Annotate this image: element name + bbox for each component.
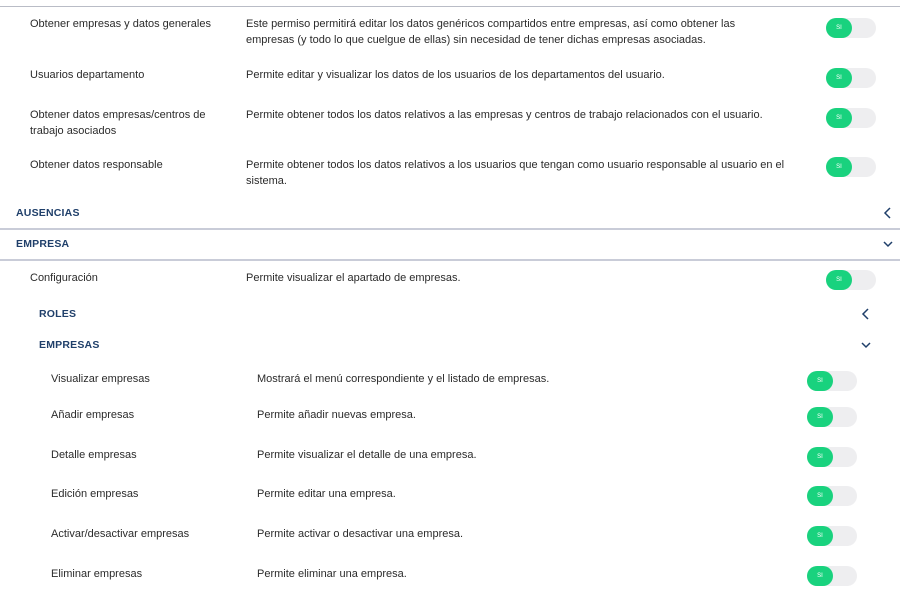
toggle-on-label: SI <box>807 486 833 506</box>
permission-description: Permite editar una empresa. <box>257 488 396 500</box>
permission-description: Permite editar y visualizar los datos de los usuarios de los departamentos del usuario. <box>246 69 665 81</box>
permission-row <box>0 371 900 395</box>
permission-description: Mostrará el menú correspondiente y el listado de empresas. <box>257 373 550 385</box>
permission-toggle[interactable] <box>826 157 876 177</box>
permission-row <box>0 107 900 143</box>
permission-row <box>0 67 900 91</box>
permission-toggle[interactable] <box>826 18 876 38</box>
chevron-left-icon[interactable] <box>882 206 894 220</box>
toggle-on-label: SI <box>807 526 833 546</box>
permission-name: Detalle empresas <box>51 449 137 461</box>
permission-row <box>0 16 900 56</box>
permission-name: Edición empresas <box>51 488 139 500</box>
toggle-on-label: SI <box>807 566 833 586</box>
toggle-on-label: SI <box>807 407 833 427</box>
subsection-title: EMPRESAS <box>39 339 100 351</box>
permission-row <box>0 447 900 471</box>
permission-name: Configuración <box>30 272 98 284</box>
permission-row <box>0 407 900 431</box>
permission-name: Obtener empresas y datos generales <box>30 18 211 30</box>
section-title: AUSENCIAS <box>16 207 80 219</box>
chevron-down-icon[interactable] <box>882 237 894 251</box>
permission-name: Obtener datos responsable <box>30 159 163 171</box>
permission-toggle[interactable] <box>807 407 857 427</box>
section-empresa[interactable] <box>0 230 900 260</box>
permission-name: Activar/desactivar empresas <box>51 528 190 540</box>
subsection-roles[interactable] <box>0 300 900 330</box>
toggle-on-label: SI <box>826 270 852 290</box>
permission-description: Permite obtener todos los datos relativos a los usuarios que tengan como usuario responsable al usuario en el sistema. <box>246 159 785 187</box>
permission-row <box>0 566 900 590</box>
toggle-on-label: SI <box>826 108 852 128</box>
permission-name: Visualizar empresas <box>51 373 150 385</box>
permission-description: Permite obtener todos los datos relativos a las empresas y centros de trabajo relacionados con el usuario. <box>246 109 763 121</box>
toggle-on-label: SI <box>826 157 852 177</box>
section-divider <box>0 259 900 261</box>
permission-name: Añadir empresas <box>51 409 135 421</box>
permission-name: Obtener datos empresas/centros de trabajo asociados <box>30 109 206 137</box>
permission-description: Permite eliminar una empresa. <box>257 568 407 580</box>
toggle-on-label: SI <box>826 18 852 38</box>
permission-toggle[interactable] <box>807 566 857 586</box>
permission-toggle[interactable] <box>807 447 857 467</box>
permission-toggle[interactable] <box>826 68 876 88</box>
permission-description: Permite añadir nuevas empresa. <box>257 409 416 421</box>
top-divider <box>0 6 900 7</box>
permission-row <box>0 526 900 550</box>
permission-row <box>0 486 900 510</box>
permission-toggle[interactable] <box>807 371 857 391</box>
subsection-title: ROLES <box>39 308 77 320</box>
section-ausencias[interactable] <box>0 199 900 229</box>
permission-row <box>0 157 900 193</box>
toggle-on-label: SI <box>807 371 833 391</box>
section-title: EMPRESA <box>16 238 70 250</box>
permission-description: Permite visualizar el detalle de una empresa. <box>257 449 477 461</box>
chevron-down-icon[interactable] <box>860 338 872 352</box>
permission-toggle[interactable] <box>826 108 876 128</box>
permission-name: Eliminar empresas <box>51 568 143 580</box>
permission-row <box>0 270 900 294</box>
permission-description: Permite activar o desactivar una empresa. <box>257 528 464 540</box>
toggle-on-label: SI <box>807 447 833 467</box>
permission-description: Este permiso permitirá editar los datos genéricos compartidos entre empresas, así como obtener las empresas (y todo lo que cuelgue de ellas) sin necesidad de tener dichas empresas asociadas. <box>246 18 736 46</box>
permission-description: Permite visualizar el apartado de empresas. <box>246 272 461 284</box>
permission-toggle[interactable] <box>826 270 876 290</box>
permission-name: Usuarios departamento <box>30 69 145 81</box>
permission-toggle[interactable] <box>807 526 857 546</box>
subsection-empresas[interactable] <box>0 331 900 361</box>
permission-toggle[interactable] <box>807 486 857 506</box>
chevron-left-icon[interactable] <box>860 307 872 321</box>
toggle-on-label: SI <box>826 68 852 88</box>
